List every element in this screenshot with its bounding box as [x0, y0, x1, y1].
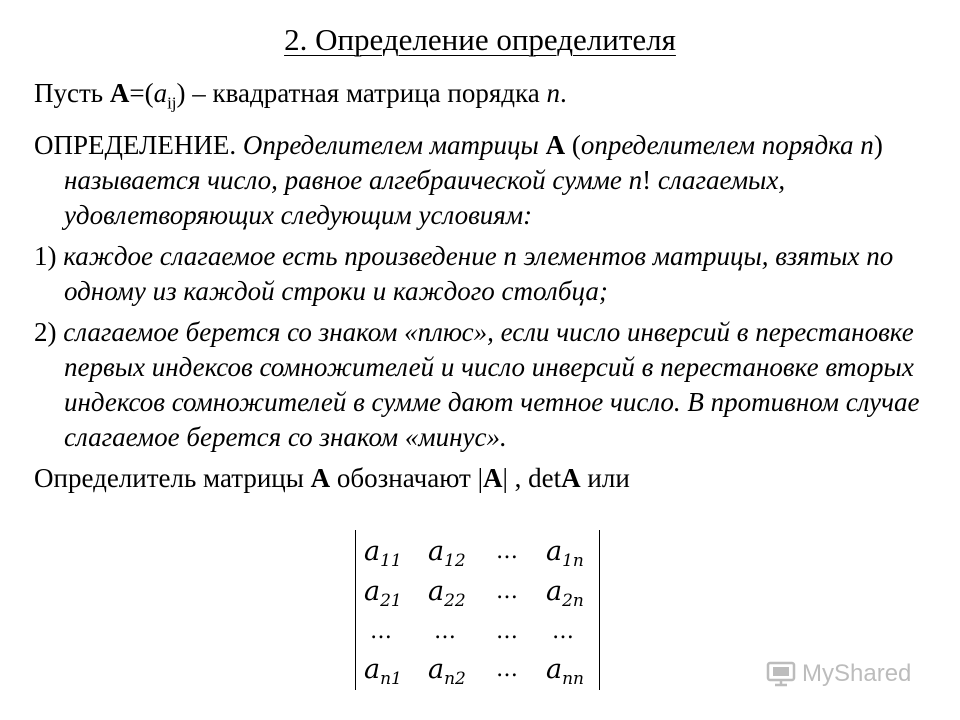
paragraph-definition — [34, 128, 934, 233]
matrix-cell: … — [434, 619, 456, 644]
matrix-row — [356, 574, 599, 610]
condition-text: каждое слагаемое есть произведение n элементов матрицы, взятых по одному из каждой строки и каждого столбца; — [63, 241, 894, 307]
text-run: =( — [129, 78, 154, 108]
determinant-matrix — [355, 530, 600, 690]
list-number: 2) — [34, 317, 64, 348]
matrix-cell: $a_{nn}$ — [546, 654, 585, 689]
slide-title — [0, 22, 960, 58]
matrix-cell: $a_{11}$ — [364, 536, 402, 571]
matrix-row — [356, 614, 599, 650]
element-subscript: ij — [167, 93, 177, 113]
element-symbol: a — [153, 78, 168, 108]
matrix-cell: … — [552, 619, 574, 644]
paragraph-notation — [34, 461, 934, 496]
text-run: или — [580, 463, 630, 494]
matrix-cell: … — [496, 657, 518, 682]
text-run: Определителем матрицы — [242, 130, 546, 161]
slide-content — [34, 76, 934, 502]
text-run: Определитель матрицы — [34, 463, 311, 494]
order-symbol: n — [546, 78, 560, 108]
matrix-cell: $a_{22}$ — [428, 576, 466, 611]
matrix-cell: … — [370, 619, 392, 644]
matrix-cell: … — [496, 539, 518, 564]
matrix-symbol: А — [483, 463, 503, 494]
matrix-symbol: А — [561, 463, 581, 494]
text-run: слагаемых, удовлетворяющих следующим условиям: — [64, 165, 786, 231]
matrix-symbol: А — [109, 78, 130, 108]
matrix-cell: $a_{n1}$ — [364, 654, 402, 689]
text-run: ) — [873, 130, 883, 161]
text-run: ! — [642, 165, 658, 196]
definition-label: ОПРЕДЕЛЕНИЕ. — [34, 130, 243, 161]
matrix-row — [356, 652, 599, 688]
matrix-row — [356, 534, 599, 570]
list-number: 1) — [34, 241, 64, 272]
text-run: . — [559, 78, 567, 108]
matrix-cell: … — [496, 619, 518, 644]
paragraph-condition-2 — [34, 315, 934, 455]
text-run: | , det — [502, 463, 562, 494]
paragraph-condition-1 — [34, 239, 934, 309]
matrix-cell: $a_{12}$ — [428, 536, 466, 571]
watermark — [766, 660, 911, 688]
matrix-symbol: А — [545, 130, 566, 161]
watermark-text: MyShared — [802, 660, 912, 687]
paragraph-matrix-intro — [34, 76, 934, 120]
matrix-cell: $a_{2n}$ — [546, 576, 584, 611]
text-run: Пусть — [34, 78, 110, 108]
text-run: ) – квадратная матрица порядка — [176, 78, 547, 108]
text-run: называется число, равное алгебраической сумме n — [64, 165, 643, 196]
matrix-cell: … — [496, 579, 518, 604]
projector-icon — [766, 661, 796, 687]
slide-title-text: 2. Определение определителя — [284, 22, 676, 57]
matrix-cell: $a_{1n}$ — [546, 536, 584, 571]
matrix-cell: $a_{n2}$ — [428, 654, 466, 689]
matrix-cell: $a_{21}$ — [364, 576, 402, 611]
text-run: ( — [565, 130, 581, 161]
condition-text: слагаемое берется со знаком «плюс», если число инверсий в перестановке первых индексов сомножителей и число инверсий в перестановке вторых индексов сомножителей в сумме дают четное число. В противном случае слагаемое берется со знаком «минус». — [63, 317, 920, 453]
matrix-symbol: А — [310, 463, 331, 494]
text-run: определителем порядка n — [580, 130, 874, 161]
text-run: обозначают | — [330, 463, 483, 494]
